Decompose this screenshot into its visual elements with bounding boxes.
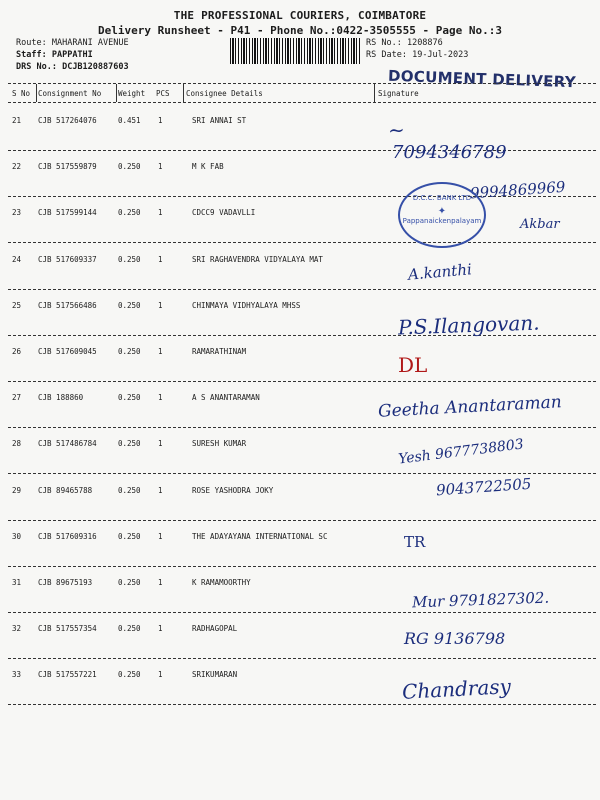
row-separator <box>8 427 596 428</box>
cell-consignment: CJB 517566486 <box>38 300 97 310</box>
cell-consignment: CJB 517609045 <box>38 347 97 356</box>
drs-label: DRS No.: <box>16 62 57 72</box>
signature-30: TR <box>404 533 426 551</box>
rs-no-line <box>366 38 443 48</box>
cell-consignment: CJB 89465788 <box>38 485 93 495</box>
table-row <box>0 624 600 670</box>
cell-sno: 29 <box>12 485 22 495</box>
cell-pcs: 1 <box>158 485 163 495</box>
row-separator <box>8 381 596 382</box>
bank-seal-sub: Pappanaickenpalayam <box>402 217 482 225</box>
cell-consignment: CJB 517609337 <box>38 254 97 264</box>
cell-consignee: CDCC9 VADAVLLI <box>192 208 256 218</box>
cell-weight: 0.250 <box>118 254 141 264</box>
cell-pcs: 1 <box>158 393 163 403</box>
bank-seal-stamp: D.C.C. BANK LTD ✦ Pappanaickenpalayam <box>398 182 486 248</box>
header-bottom-rule <box>8 102 596 103</box>
table-row <box>0 347 600 393</box>
col-sno: S No <box>12 89 31 98</box>
cell-sno: 21 <box>12 116 22 125</box>
signature-29: 9043722505 <box>435 474 532 500</box>
signature-21: 7094346789 <box>392 142 507 163</box>
cell-pcs: 1 <box>158 531 163 541</box>
cell-pcs: 1 <box>158 624 163 634</box>
table-row <box>0 255 600 301</box>
cell-sno: 26 <box>12 347 22 356</box>
col-divider <box>36 84 37 102</box>
cell-consignee: SRIKUMARAN <box>192 670 238 680</box>
bank-seal-text: D.C.C. BANK LTD <box>412 194 472 202</box>
cell-pcs: 1 <box>158 254 163 264</box>
cell-pcs: 1 <box>158 116 163 125</box>
cell-sno: 33 <box>12 670 22 680</box>
runsheet-subtitle: Delivery Runsheet - P41 - Phone No.:0422-3505555 - Page No.:3 <box>98 24 502 37</box>
cell-weight: 0.250 <box>118 578 141 587</box>
cell-weight: 0.250 <box>118 531 141 541</box>
cell-pcs: 1 <box>158 578 163 587</box>
rs-no-label: RS No.: <box>366 38 402 48</box>
cell-consignment: CJB 517557354 <box>38 624 97 634</box>
cell-consignment: CJB 517486784 <box>38 439 97 449</box>
rs-date-line <box>366 50 468 60</box>
signature-28: Yesh 9677738803 <box>397 436 525 468</box>
drs-line <box>16 62 129 72</box>
cell-consignment: CJB 517559879 <box>38 162 97 172</box>
document-delivery-stamp: DOCUMENT DELIVERY <box>387 66 577 92</box>
cell-consignee: SRI RAGHAVENDRA VIDYALAYA MAT <box>192 254 323 264</box>
cell-weight: 0.250 <box>118 300 141 310</box>
cell-weight: 0.451 <box>118 116 141 125</box>
signature-22: 9994869969 <box>469 177 566 203</box>
cell-consignment: CJB 517599144 <box>38 208 97 218</box>
rs-no-value: 1208876 <box>406 38 443 48</box>
signature-27: Geetha Anantaraman <box>377 392 563 422</box>
signature-26: DL <box>398 353 428 377</box>
cell-pcs: 1 <box>158 208 163 218</box>
cell-consignee: SRI ANNAI ST <box>192 116 247 125</box>
cell-pcs: 1 <box>158 300 163 310</box>
cell-consignee: K RAMAMOORTHY <box>192 578 251 587</box>
row-separator <box>8 289 596 290</box>
cell-consignee: RAMARATHINAM <box>192 347 247 356</box>
cell-sno: 22 <box>12 162 22 172</box>
col-consignee: Consignee Details <box>186 89 263 98</box>
cell-weight: 0.250 <box>118 624 141 634</box>
cell-consignment: CJB 517557221 <box>38 670 97 680</box>
row-separator <box>8 704 596 705</box>
col-weight: Weight <box>118 89 146 98</box>
signature-25: P.S.Ilangovan. <box>397 310 540 340</box>
cell-consignee: CHINMAYA VIDHYALAYA MHSS <box>192 300 301 310</box>
row-separator <box>8 150 596 151</box>
col-divider <box>374 84 375 102</box>
col-divider <box>116 84 117 102</box>
cell-consignee: SURESH KUMAR <box>192 439 247 449</box>
cell-pcs: 1 <box>158 439 163 449</box>
cell-consignment: CJB 517264076 <box>38 116 97 125</box>
drs-value: DCJB120887603 <box>62 62 129 72</box>
cell-consignee: RADHAGOPAL <box>192 624 238 634</box>
cell-weight: 0.250 <box>118 162 141 172</box>
col-signature: Signature <box>378 89 419 98</box>
col-consignment: Consignment No <box>38 89 102 98</box>
cell-sno: 32 <box>12 624 22 634</box>
signature-31: Mur 9791827302. <box>411 588 550 612</box>
staff-label: Staff: <box>16 50 47 60</box>
cell-weight: 0.250 <box>118 393 141 403</box>
cell-consignment: CJB 188860 <box>38 393 84 403</box>
barcode-image <box>230 38 360 64</box>
cell-sno: 30 <box>12 531 22 541</box>
row-separator <box>8 612 596 613</box>
table-row <box>0 532 600 578</box>
cell-weight: 0.250 <box>118 485 141 495</box>
staff-value: PAPPATHI <box>51 50 93 60</box>
cell-sno: 28 <box>12 439 22 449</box>
cell-sno: 25 <box>12 300 22 310</box>
row-separator <box>8 242 596 243</box>
signature-21: ~ <box>387 117 406 143</box>
cell-consignee: A S ANANTARAMAN <box>192 393 260 403</box>
header-top-rule <box>8 83 596 84</box>
cell-pcs: 1 <box>158 162 163 172</box>
row-separator <box>8 520 596 521</box>
cell-consignee: M K FAB <box>192 162 224 172</box>
signature-24: A.kanthi <box>407 260 473 284</box>
cell-weight: 0.250 <box>118 208 141 218</box>
cell-consignment: CJB 89675193 <box>38 578 93 587</box>
cell-pcs: 1 <box>158 347 163 356</box>
cell-weight: 0.250 <box>118 347 141 356</box>
rs-date-label: RS Date: <box>366 50 407 60</box>
col-divider <box>183 84 184 102</box>
row-separator <box>8 658 596 659</box>
signature-33: Chandrasy <box>401 674 512 704</box>
cell-consignee: ROSE YASHODRA JOKY <box>192 485 274 495</box>
cell-weight: 0.250 <box>118 439 141 449</box>
route-value: MAHARANI AVENUE <box>51 38 129 48</box>
company-title: THE PROFESSIONAL COURIERS, COIMBATORE <box>173 9 427 22</box>
table-row <box>0 208 600 254</box>
col-pcs: PCS <box>156 89 170 98</box>
cell-sno: 27 <box>12 393 22 403</box>
row-separator <box>8 473 596 474</box>
route-line <box>16 38 129 48</box>
route-label: Route: <box>16 38 47 48</box>
cell-consignee: THE ADAYAYANA INTERNATIONAL SC <box>192 531 328 541</box>
rs-date-value: 19-Jul-2023 <box>412 50 469 60</box>
cell-weight: 0.250 <box>118 670 141 680</box>
cell-pcs: 1 <box>158 670 163 680</box>
cell-sno: 31 <box>12 578 22 587</box>
cell-sno: 23 <box>12 208 22 218</box>
cell-sno: 24 <box>12 254 22 264</box>
signature-23: Akbar <box>520 217 560 232</box>
table-row <box>0 116 600 162</box>
signature-32: RG 9136798 <box>404 629 506 648</box>
row-separator <box>8 566 596 567</box>
cell-consignment: CJB 517609316 <box>38 531 97 541</box>
staff-line <box>16 50 93 60</box>
